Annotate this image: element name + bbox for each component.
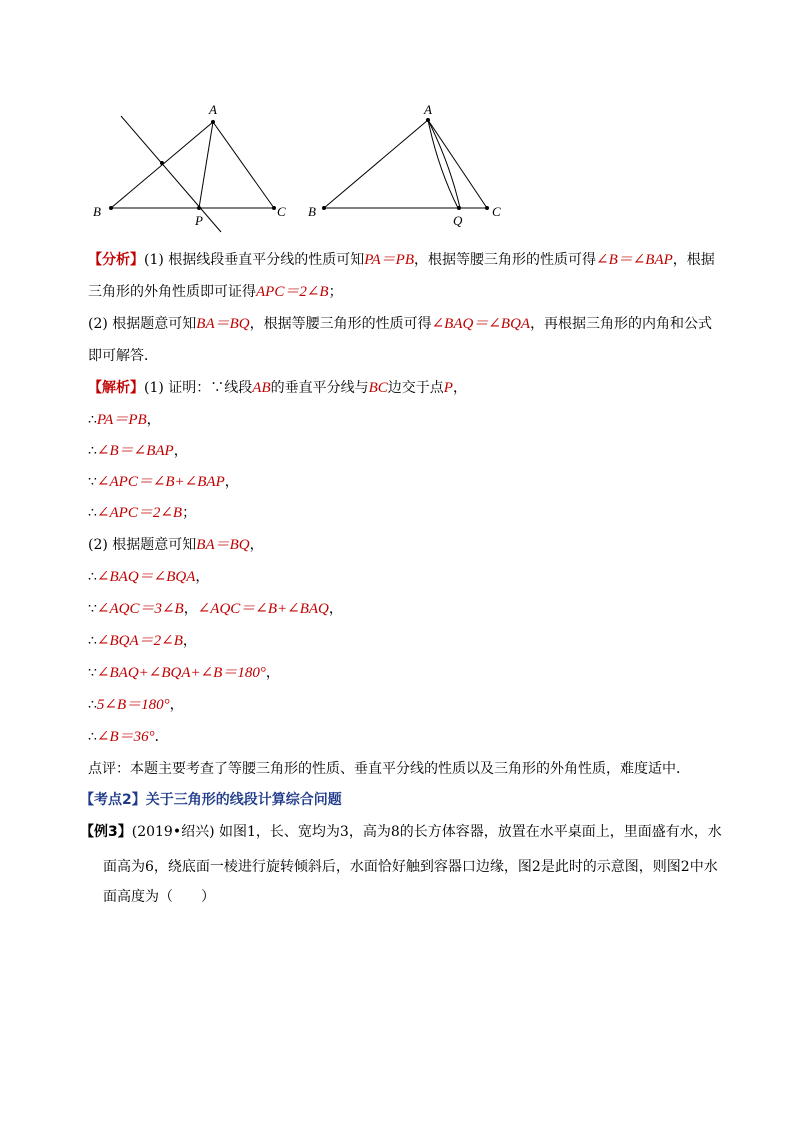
label-b: B xyxy=(93,204,101,219)
arc-aq xyxy=(428,120,460,208)
comment: 点评：本题主要考查了等腰三角形的性质、垂直平分线的性质以及三角形的外角性质，难度适中． xyxy=(88,761,690,777)
math: BA＝BQ xyxy=(196,316,250,332)
label-q: Q xyxy=(453,213,463,228)
solution-line-4: ∵∠APC＝∠B+∠BAP， xyxy=(88,474,239,490)
solution-tag: 【解析】 xyxy=(88,380,144,396)
example-line-3: 面高度为（ ） xyxy=(103,889,215,905)
point-q xyxy=(457,206,461,210)
analysis-line-2: 三角形的外角性质即可证得APC＝2∠B； xyxy=(88,284,343,300)
example-line-2: 面高为6，绕底面一棱进行旋转倾斜后，水面恰好触到容器口边缘，图2是此时的示意图，则图2中水 xyxy=(103,859,718,875)
analysis-line-1: 【分析】(1) 根据线段垂直平分线的性质可知PA＝PB，根据等腰三角形的性质可得∠B＝∠BAP，根据 xyxy=(88,252,715,268)
figure-2-triangle-abq xyxy=(300,98,525,238)
example-tag: 【例3】 xyxy=(80,824,132,840)
point-midpoint-ab xyxy=(160,161,164,165)
math: PA＝PB xyxy=(364,252,414,268)
label-a: A xyxy=(424,102,432,117)
solution-line-3: ∴∠B＝∠BAP， xyxy=(88,443,188,459)
label-a: A xyxy=(209,102,217,117)
label-p: P xyxy=(195,213,203,228)
section-heading: 【考点2】关于三角形的线段计算综合问题 xyxy=(80,792,342,808)
point-p xyxy=(197,206,201,210)
label-c: C xyxy=(492,204,501,219)
perpendicular-bisector-line xyxy=(121,116,221,232)
solution-line-6: (2) 根据题意可知BA＝BQ， xyxy=(88,537,264,553)
point-c xyxy=(485,206,489,210)
analysis-tag: 【分析】 xyxy=(88,252,144,268)
math: APC＝2∠B xyxy=(256,284,329,300)
segment-ab xyxy=(324,120,428,208)
figure-1-triangle-abp xyxy=(85,98,310,238)
solution-line-11: ∴5∠B＝180°， xyxy=(88,697,184,713)
solution-line-5: ∴∠APC＝2∠B； xyxy=(88,505,197,521)
point-a xyxy=(211,120,215,124)
segment-aq xyxy=(428,120,458,208)
segment-ac xyxy=(213,122,274,208)
segment-ap xyxy=(199,122,213,208)
point-c xyxy=(272,206,276,210)
solution-line-10: ∵∠BAQ+∠BQA+∠B＝180°， xyxy=(88,665,280,681)
analysis-line-4: 即可解答． xyxy=(88,348,158,364)
segment-ac xyxy=(428,120,487,208)
point-b xyxy=(322,206,326,210)
solution-line-1: 【解析】(1) 证明：∵线段AB的垂直平分线与BC边交于点P， xyxy=(88,380,467,396)
point-b xyxy=(109,206,113,210)
math: ∠BAQ＝∠BQA xyxy=(431,316,531,332)
label-c: C xyxy=(277,204,286,219)
math: ∠B＝∠BAP xyxy=(596,252,673,268)
solution-line-12: ∴∠B＝36°． xyxy=(88,729,169,745)
solution-line-7: ∴∠BAQ＝∠BQA， xyxy=(88,569,210,585)
solution-line-8: ∵∠AQC＝3∠B，∠AQC＝∠B+∠BAQ， xyxy=(88,601,343,617)
solution-line-9: ∴∠BQA＝2∠B， xyxy=(88,633,197,649)
point-a xyxy=(426,118,430,122)
analysis-line-3: (2) 根据题意可知BA＝BQ，根据等腰三角形的性质可得∠BAQ＝∠BQA，再根据三角形的内角和公式 xyxy=(88,316,713,332)
label-b: B xyxy=(308,204,316,219)
example-line-1: 【例3】(2019•绍兴) 如图1，长、宽均为3，高为8的长方体容器，放置在水平桌面上，里面盛有水，水 xyxy=(80,824,722,840)
solution-line-2: ∴PA＝PB， xyxy=(88,412,161,428)
